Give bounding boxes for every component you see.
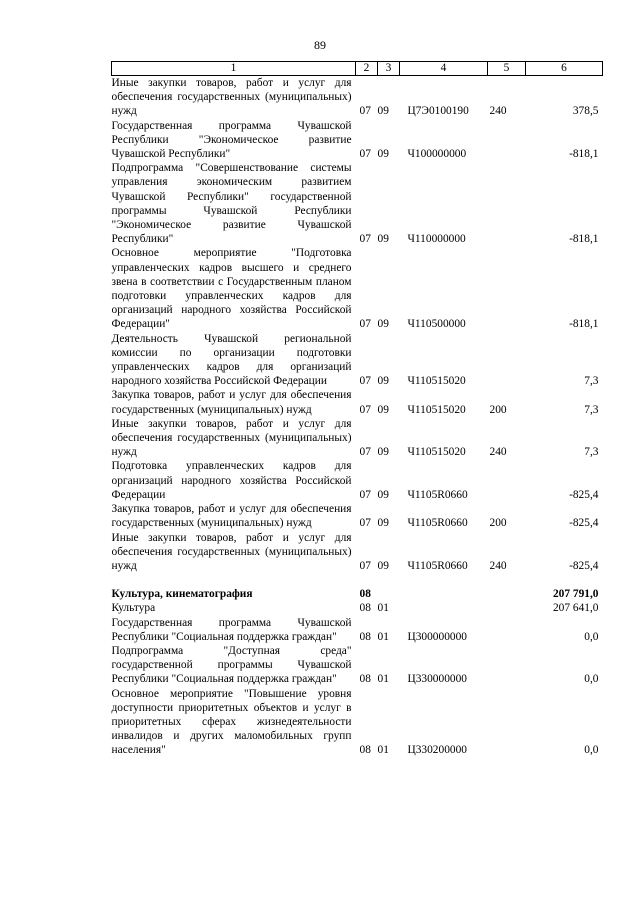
budget-table — [111, 61, 603, 758]
header-col-4: 4 — [400, 62, 488, 76]
header-col-6: 6 — [526, 62, 603, 76]
row-name: Основное мероприятие "Подготовка управленческих кадров высшего и среднего звена в соответствии с Государственным планом подготовки управленческих кадров для организаций народного хозяйства Российской Федерации" — [111, 247, 352, 331]
header-col-5: 5 — [488, 62, 526, 76]
table-row — [112, 616, 603, 644]
row-target-code: Ч110000000 — [407, 233, 466, 246]
row-amount: -825,4 — [569, 488, 599, 501]
row-expense-type: 200 — [489, 403, 507, 416]
row-expense-type — [488, 601, 526, 615]
row-amount: 207 641,0 — [552, 602, 599, 615]
row-expense-type — [488, 119, 526, 162]
row-expense-type — [488, 687, 526, 758]
row-amount: 0,0 — [584, 630, 599, 643]
row-name: Подготовка управленческих кадров для организаций народного хозяйства Российской Федерации — [111, 460, 352, 501]
row-section: 07 — [359, 403, 371, 416]
table-row — [112, 76, 603, 119]
header-col-1: 1 — [112, 62, 356, 76]
row-name: Закупка товаров, работ и услуг для обеспечения государственных (муниципальных) нужд — [111, 503, 352, 530]
row-subsection: 09 — [377, 446, 389, 459]
row-subsection: 01 — [377, 744, 389, 757]
row-name: Деятельность Чувашской региональной комиссии по организации подготовки управленческих кадров для организаций народного хозяйства Российской Федерации — [111, 332, 352, 388]
row-target-code: Ч110515020 — [407, 446, 466, 459]
row-section: 08 — [359, 588, 371, 601]
row-subsection: 09 — [377, 517, 389, 530]
row-section: 07 — [359, 488, 371, 501]
row-expense-type — [488, 644, 526, 687]
row-section: 07 — [359, 375, 371, 388]
row-subsection: 09 — [377, 148, 389, 161]
table-row — [112, 531, 603, 574]
row-section: 07 — [359, 105, 371, 118]
row-name: Иные закупки товаров, работ и услуг для обеспечения государственных (муниципальных) нужд — [111, 417, 352, 459]
row-section: 08 — [359, 744, 371, 757]
table-row — [112, 332, 603, 389]
row-target-code: Ч110515020 — [407, 375, 466, 388]
row-subsection: 01 — [377, 630, 389, 643]
row-name: Иные закупки товаров, работ и услуг для обеспечения государственных (муниципальных) нужд — [111, 77, 352, 118]
row-target-code: Ч1105R0660 — [407, 517, 468, 530]
row-amount: -818,1 — [569, 318, 599, 331]
table-row — [112, 687, 603, 758]
row-subsection: 09 — [377, 105, 389, 118]
row-section: 07 — [359, 446, 371, 459]
row-expense-type — [488, 616, 526, 644]
row-expense-type: 200 — [489, 517, 507, 530]
row-spacer — [112, 573, 603, 587]
row-subsection — [378, 587, 400, 601]
row-name: Подпрограмма "Совершенствование системы управления экономическим развитием Чувашской Республики" государственной программы Чувашской Республики "Экономическое развитие Чувашской Республики" — [111, 162, 352, 246]
row-subsection: 09 — [377, 375, 389, 388]
row-subsection: 01 — [377, 602, 389, 615]
row-amount: -825,4 — [569, 517, 599, 530]
header-row — [112, 62, 603, 76]
row-name: Культура — [111, 602, 156, 615]
row-amount: 0,0 — [584, 673, 599, 686]
header-col-2: 2 — [356, 62, 378, 76]
row-target-code — [400, 601, 488, 615]
row-subsection: 01 — [377, 673, 389, 686]
table-row — [112, 161, 603, 246]
table-row — [112, 388, 603, 416]
row-section: 07 — [359, 318, 371, 331]
table-row — [112, 644, 603, 687]
row-amount: -818,1 — [569, 148, 599, 161]
row-name: Культура, кинематография — [111, 588, 253, 601]
row-name: Подпрограмма "Доступная среда" государственной программы Чувашской Республики "Социальная поддержка граждан" — [111, 644, 352, 686]
row-name: Иные закупки товаров, работ и услуг для обеспечения государственных (муниципальных) нужд — [111, 531, 352, 572]
row-expense-type — [488, 161, 526, 246]
spacer-cell — [400, 573, 488, 587]
row-amount: -818,1 — [569, 233, 599, 246]
table-row — [112, 417, 603, 460]
table-row — [112, 502, 603, 530]
row-target-code: Ц7Э0100190 — [407, 105, 469, 118]
table-row — [112, 246, 603, 331]
row-section: 08 — [359, 673, 371, 686]
row-section: 07 — [359, 233, 371, 246]
row-target-code: Ч1105R0660 — [407, 559, 468, 572]
row-expense-type: 240 — [489, 446, 507, 459]
row-section: 07 — [359, 559, 371, 572]
row-section: 08 — [359, 602, 371, 615]
row-target-code: Ч110500000 — [407, 318, 466, 331]
row-expense-type — [488, 459, 526, 502]
row-amount: 7,3 — [584, 375, 599, 388]
row-expense-type — [488, 587, 526, 601]
table-row — [112, 459, 603, 502]
spacer-cell — [356, 573, 378, 587]
row-amount: 207 791,0 — [552, 588, 599, 601]
row-expense-type — [488, 246, 526, 331]
table-row — [112, 601, 603, 615]
row-target-code: Ч100000000 — [407, 148, 467, 161]
table-row — [112, 119, 603, 162]
row-expense-type — [488, 332, 526, 389]
row-amount: 7,3 — [584, 403, 599, 416]
row-target-code: Ц300000000 — [407, 630, 467, 643]
page-number: 89 — [314, 38, 326, 52]
row-amount: 7,3 — [584, 446, 599, 459]
row-target-code: Ц330200000 — [407, 744, 467, 757]
row-subsection: 09 — [377, 318, 389, 331]
spacer-cell — [488, 573, 526, 587]
row-target-code — [400, 587, 488, 601]
row-subsection: 09 — [377, 559, 389, 572]
row-amount: -825,4 — [569, 559, 599, 572]
table-row — [112, 587, 603, 601]
row-expense-type: 240 — [489, 559, 507, 572]
row-subsection: 09 — [377, 403, 389, 416]
row-amount: 0,0 — [584, 744, 599, 757]
row-section: 07 — [359, 148, 371, 161]
row-name: Государственная программа Чувашской Республики "Социальная поддержка граждан" — [111, 616, 352, 643]
row-expense-type: 240 — [489, 105, 507, 118]
row-section: 08 — [359, 630, 371, 643]
header-col-3: 3 — [378, 62, 400, 76]
row-section: 07 — [359, 517, 371, 530]
row-subsection: 09 — [377, 233, 389, 246]
row-subsection: 09 — [377, 488, 389, 501]
row-amount: 378,5 — [572, 105, 599, 118]
row-name: Основное мероприятие "Повышение уровня доступности приоритетных объектов и услуг в приоритетных сферах жизнедеятельности инвалидов и других маломобильных групп населения" — [111, 687, 352, 757]
spacer-cell — [378, 573, 400, 587]
row-name: Закупка товаров, работ и услуг для обеспечения государственных (муниципальных) нужд — [111, 389, 352, 416]
spacer-cell — [526, 573, 603, 587]
row-target-code: Ц330000000 — [407, 673, 467, 686]
row-target-code: Ч1105R0660 — [407, 488, 468, 501]
row-target-code: Ч110515020 — [407, 403, 466, 416]
row-name: Государственная программа Чувашской Республики "Экономическое развитие Чувашской Республики" — [111, 119, 352, 161]
spacer-cell — [112, 573, 356, 587]
